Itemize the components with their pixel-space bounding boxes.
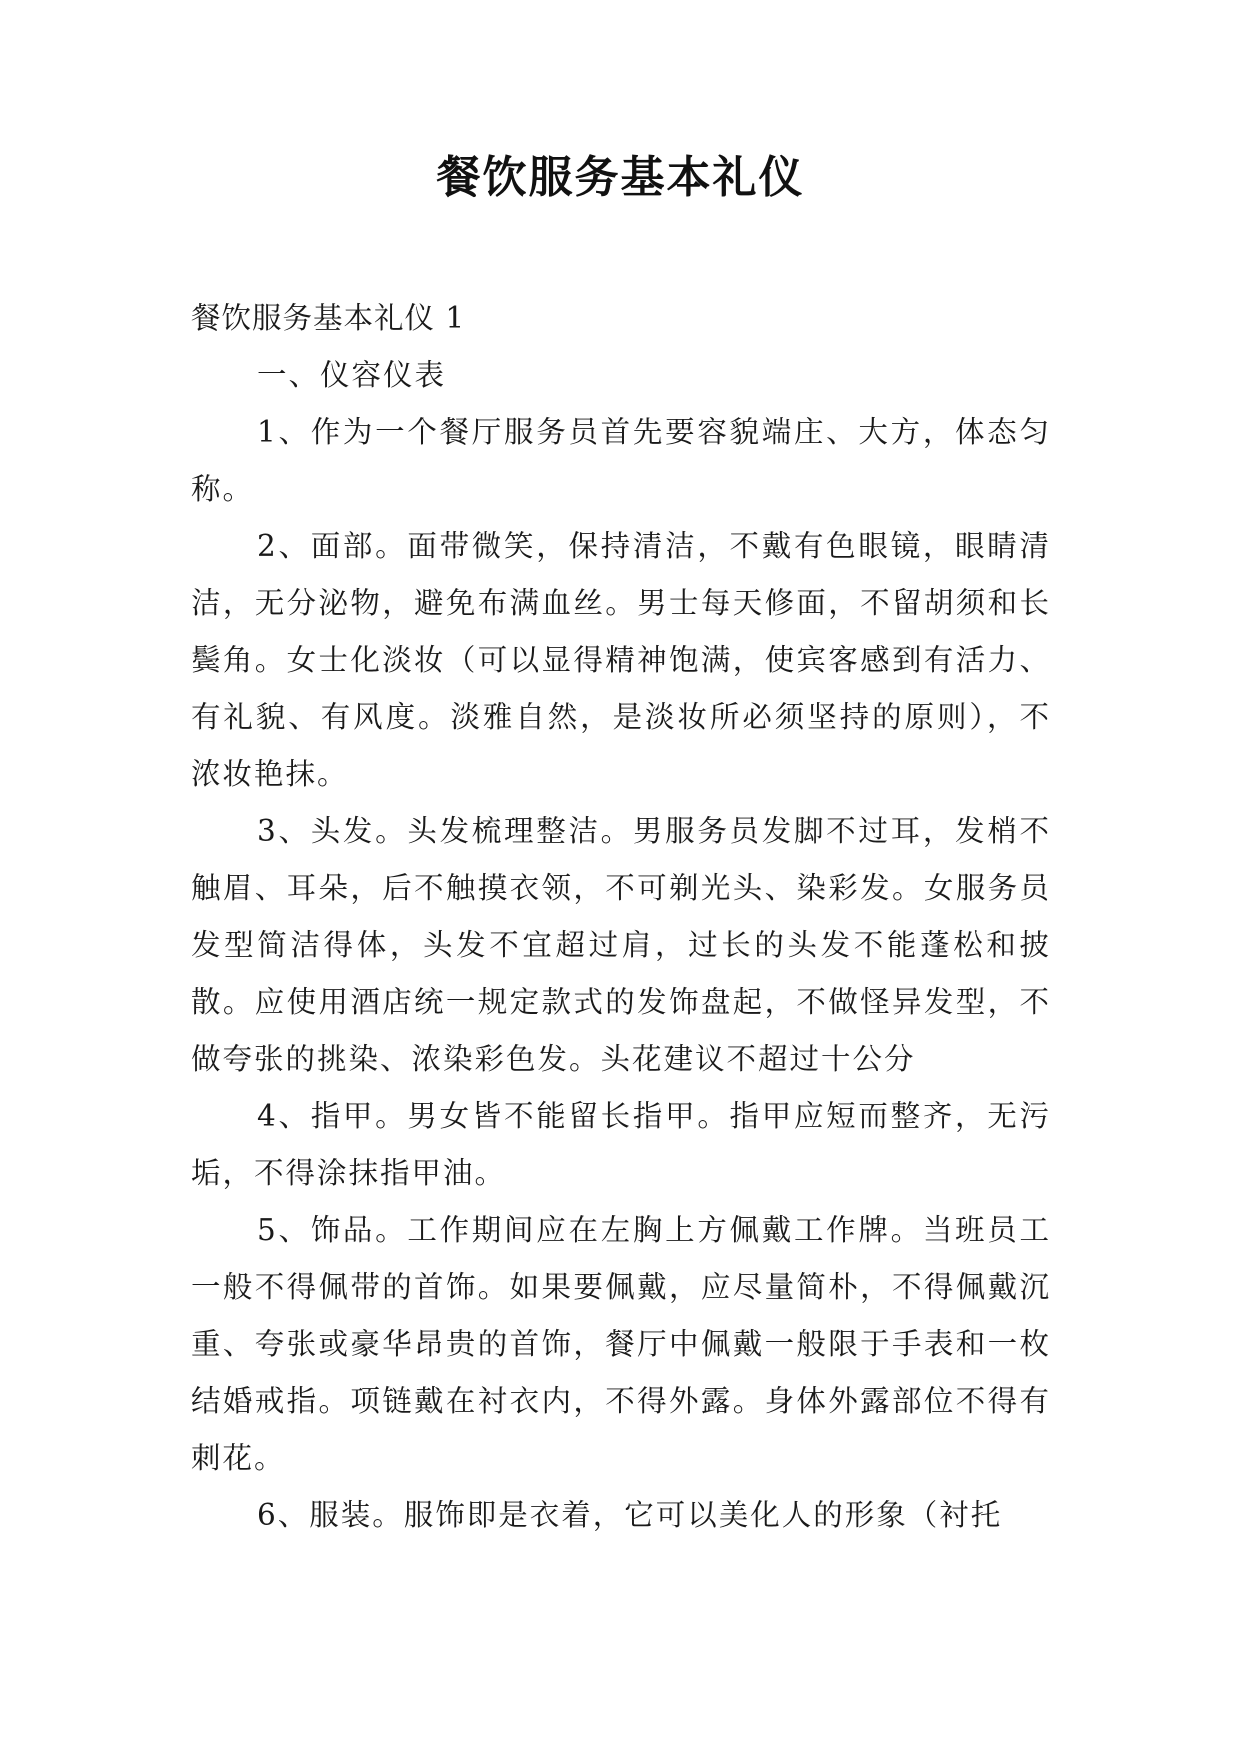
paragraph-5: 5、饰品。工作期间应在左胸上方佩戴工作牌。当班员工一般不得佩带的首饰。如果要佩戴，应尽量简朴，不得佩戴沉重、夸张或豪华昂贵的首饰，餐厅中佩戴一般限于手表和一枚结婚戒指。项链戴在衬衣内，不得外露。身体外露部位不得有刺花。 [191,1213,1051,1475]
paragraph-4: 4、指甲。男女皆不能留长指甲。指甲应短而整齐，无污垢，不得涂抹指甲油。 [191,1099,1051,1190]
document-body [191,290,1051,1544]
paragraph-1: 1、作为一个餐厅服务员首先要容貌端庄、大方，体态匀称。 [191,415,1051,506]
paragraph-2: 2、面部。面带微笑，保持清洁，不戴有色眼镜，眼睛清洁，无分泌物，避免布满血丝。男士每天修面，不留胡须和长鬓角。女士化淡妆（可以显得精神饱满，使宾客感到有活力、有礼貌、有风度。淡雅自然，是淡妆所必须坚持的原则），不浓妆艳抹。 [191,529,1051,791]
section-heading: 餐饮服务基本礼仪 1 [191,301,466,335]
paragraph-6: 6、服装。服饰即是衣着，它可以美化人的形象（衬托 [257,1498,1003,1532]
subheading: 一、仪容仪表 [257,358,447,392]
paragraph-3: 3、头发。头发梳理整洁。男服务员发脚不过耳，发梢不触眉、耳朵，后不触摸衣领，不可剃光头、染彩发。女服务员发型简洁得体，头发不宜超过肩，过长的头发不能蓬松和披散。应使用酒店统一规定款式的发饰盘起，不做怪异发型，不做夸张的挑染、浓染彩色发。头花建议不超过十公分 [191,814,1051,1076]
document-title: 餐饮服务基本礼仪 [436,152,805,203]
